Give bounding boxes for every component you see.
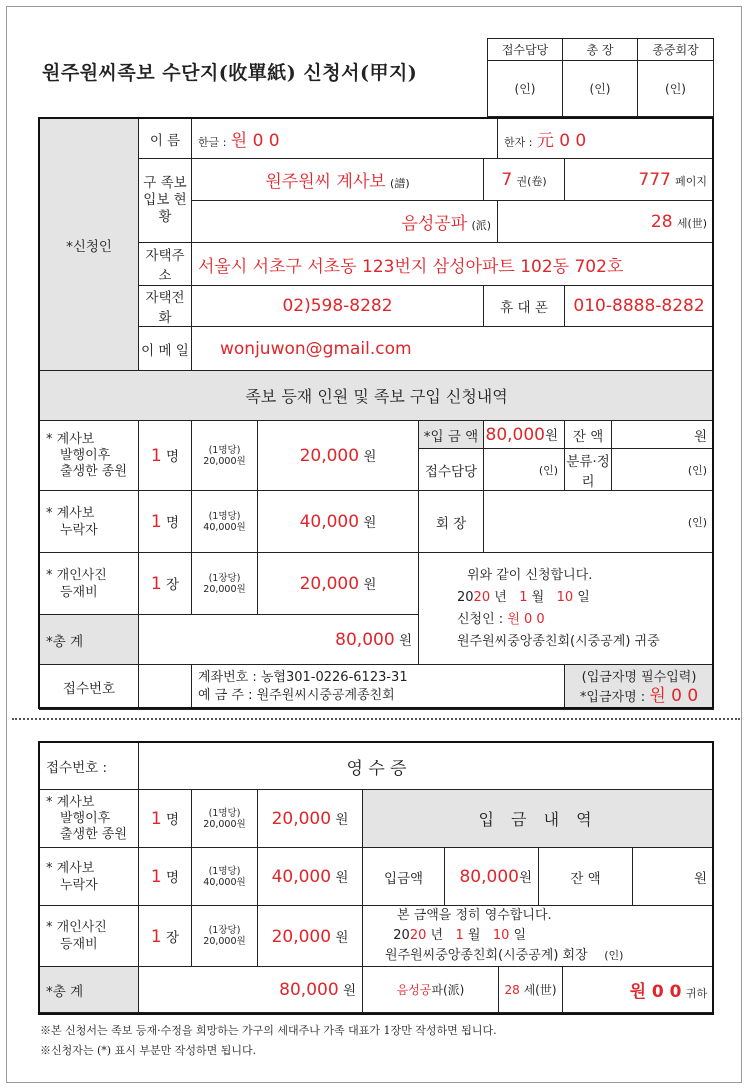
- receipt-row-3-qty: 1 장: [139, 906, 192, 967]
- receipt-row-2-qty: 1 명: [139, 848, 192, 906]
- receipt-statement: 본 금액을 정히 영수합니다. 2020 년 1 월 10 일 원주원씨중앙종친회(시중공계) 회장 (인): [363, 906, 714, 967]
- receipt-row-2-label: * 계사보 누락자: [40, 848, 139, 906]
- receipt-row-1-amount: 20,000 원: [258, 790, 363, 848]
- receipt-deposit-header: 입 금 내 역: [363, 790, 714, 848]
- deposit-label: *입 금 액: [419, 421, 484, 449]
- book-name-cell[interactable]: 원주원씨 계사보 (譜): [192, 159, 484, 201]
- application-form-border: [38, 117, 714, 709]
- order-section-header: 족보 등재 인원 및 족보 구입 신청내역: [40, 371, 714, 421]
- receipt-deposit-value: 80,000원: [445, 848, 539, 906]
- receipt-total-value: 80,000 원: [139, 967, 363, 1013]
- order-row-1-qty[interactable]: 1 명: [139, 421, 192, 491]
- application-signer: 신청인 : 원 0 0: [457, 611, 545, 627]
- receipt-row-3-label: * 개인사진 등재비: [40, 906, 139, 967]
- order-row-3-label: * 개인사진 등재비: [40, 553, 139, 615]
- page-cell[interactable]: 777 페이지: [565, 159, 714, 201]
- email-value[interactable]: wonjuwon@gmail.com: [192, 327, 714, 371]
- balance-label: 잔 액: [565, 421, 612, 449]
- receipt-row-3-rate: (1장당) 20,000원: [192, 906, 258, 967]
- order-row-2-rate: (1명당) 40,000원: [192, 491, 258, 553]
- receipt-form-border: [38, 741, 714, 1015]
- application-date: 2020 년 1 월 10 일: [457, 589, 590, 605]
- book-name-value: 원주원씨 계사보: [265, 172, 386, 192]
- approval-header-chair: 종중회장: [638, 39, 714, 61]
- receipt-recipient: 원 0 0 귀하: [563, 967, 714, 1013]
- order-row-3-amount[interactable]: 20,000 원: [258, 553, 419, 615]
- volume-value: 7: [501, 169, 513, 190]
- receipt-deposit-label: 입금액: [363, 848, 445, 906]
- order-row-3-rate: (1장당) 20,000원: [192, 553, 258, 615]
- receipt-balance-value: 원: [633, 848, 714, 906]
- receipt-row-1-rate: (1명당) 20,000원: [192, 790, 258, 848]
- balance-value[interactable]: 원: [612, 421, 714, 449]
- receipt-row-2-amount: 40,000 원: [258, 848, 363, 906]
- receipt-row-3-amount: 20,000 원: [258, 906, 363, 967]
- generation-value: 28: [650, 211, 673, 232]
- deposit-value-cell[interactable]: 80,000원: [484, 421, 565, 449]
- cut-line: [12, 718, 740, 720]
- receipt-row-1-label: * 계사보 발행이후 출생한 종원: [40, 790, 139, 848]
- approval-box: [487, 38, 714, 117]
- approval-stamp-chair: (인): [638, 61, 714, 117]
- total-value-cell[interactable]: 80,000 원: [139, 615, 419, 665]
- receipt-number-label: 접수번호 :: [40, 743, 139, 790]
- page-value: 777: [638, 169, 671, 190]
- chair-label: 회 장: [419, 491, 484, 553]
- address-label: 자택주소: [139, 243, 192, 286]
- hangul-name-value: 원 0 0: [230, 131, 280, 151]
- approval-header-manager: 총 장: [563, 39, 638, 61]
- email-label: 이 메 일: [139, 327, 192, 371]
- old-book-label: 구 족보 입보 현황: [139, 159, 192, 243]
- form-title: 원주원씨족보 수단지(收單紙) 신청서(甲지): [42, 62, 418, 84]
- mobile-label: 휴 대 폰: [484, 286, 565, 327]
- mobile-value[interactable]: 010-8888-8282: [565, 286, 714, 327]
- branch-cell[interactable]: 음성공파 (派): [192, 201, 498, 243]
- receipt-branch: 음성공파(派): [363, 967, 499, 1013]
- approval-stamp-receiver: (인): [488, 61, 563, 117]
- applicant-section-label: *신청인: [40, 119, 139, 371]
- approval-header-receiver: 접수담당: [488, 39, 563, 61]
- receipt-balance-label: 잔 액: [539, 848, 633, 906]
- sort-label: 분류·정리: [565, 449, 612, 491]
- account-number: 계좌번호 : 농협301-0226-6123-31: [198, 670, 408, 685]
- phone-value[interactable]: 02)598-8282: [192, 286, 484, 327]
- hangul-label: 한글 :: [198, 136, 227, 149]
- depositor-value: 원 0 0: [649, 685, 699, 706]
- volume-cell[interactable]: 7 권(卷): [484, 159, 565, 201]
- phone-label: 자택전화: [139, 286, 192, 327]
- receipt-title: 영 수 증: [139, 743, 714, 790]
- total-label: *총 계: [40, 615, 139, 665]
- account-holder: 예 금 주 : 원주원씨시중공계종친회: [198, 688, 395, 703]
- order-row-2-qty[interactable]: 1 명: [139, 491, 192, 553]
- address-value[interactable]: 서울시 서초구 서초동 123번지 삼성아파트 102동 702호: [192, 243, 714, 286]
- order-row-1-rate: (1명당) 20,000원: [192, 421, 258, 491]
- name-label: 이 름: [139, 119, 192, 159]
- depositor-cell[interactable]: (입금자명 필수입력) *입금자명 : 원 0 0: [565, 665, 714, 710]
- order-row-3-qty[interactable]: 1 장: [139, 553, 192, 615]
- receiver-label: 접수담당: [419, 449, 484, 491]
- approval-stamp-manager: (인): [563, 61, 638, 117]
- footnote-2: ※신청자는 (*) 표시 부분만 작성하면 됩니다.: [40, 1044, 257, 1057]
- hanja-label: 한자 :: [504, 136, 533, 149]
- order-row-1-label: * 계사보 발행이후 출생한 종원: [40, 421, 139, 491]
- receiver-stamp: (인): [484, 449, 565, 491]
- footnote-1: ※본 신청서는 족보 등재·수정을 희망하는 가구의 세대주나 가족 대표가 1장만 작성하면 됩니다.: [40, 1024, 497, 1037]
- receipt-row-1-qty: 1 명: [139, 790, 192, 848]
- sort-stamp: (인): [612, 449, 714, 491]
- receipt-row-2-rate: (1명당) 40,000원: [192, 848, 258, 906]
- receipt-date: 2020 년 1 월 10 일: [393, 928, 527, 943]
- generation-cell[interactable]: 28 세(世): [498, 201, 714, 243]
- receipt-total-label: *총 계: [40, 967, 139, 1013]
- branch-value: 음성공파: [401, 214, 468, 234]
- order-row-1-amount[interactable]: 20,000 원: [258, 421, 419, 491]
- order-row-2-amount[interactable]: 40,000 원: [258, 491, 419, 553]
- application-statement: 위와 같이 신청합니다. 2020 년 1 월 10 일 신청인 : 원 0 0 원주원씨중앙종친회(시중공계) 귀중: [419, 553, 714, 665]
- order-row-2-label: * 계사보 누락자: [40, 491, 139, 553]
- reception-label: 접수번호: [40, 665, 139, 710]
- hanja-name-value: 元 0 0: [536, 131, 587, 151]
- chair-stamp: (인): [484, 491, 714, 553]
- receipt-generation: 28 세(世): [499, 967, 563, 1013]
- application-addressee: 원주원씨중앙종친회(시중공계) 귀중: [457, 633, 660, 649]
- receipt-issuer: 원주원씨중앙종친회(시중공계) 회장 (인): [385, 948, 624, 963]
